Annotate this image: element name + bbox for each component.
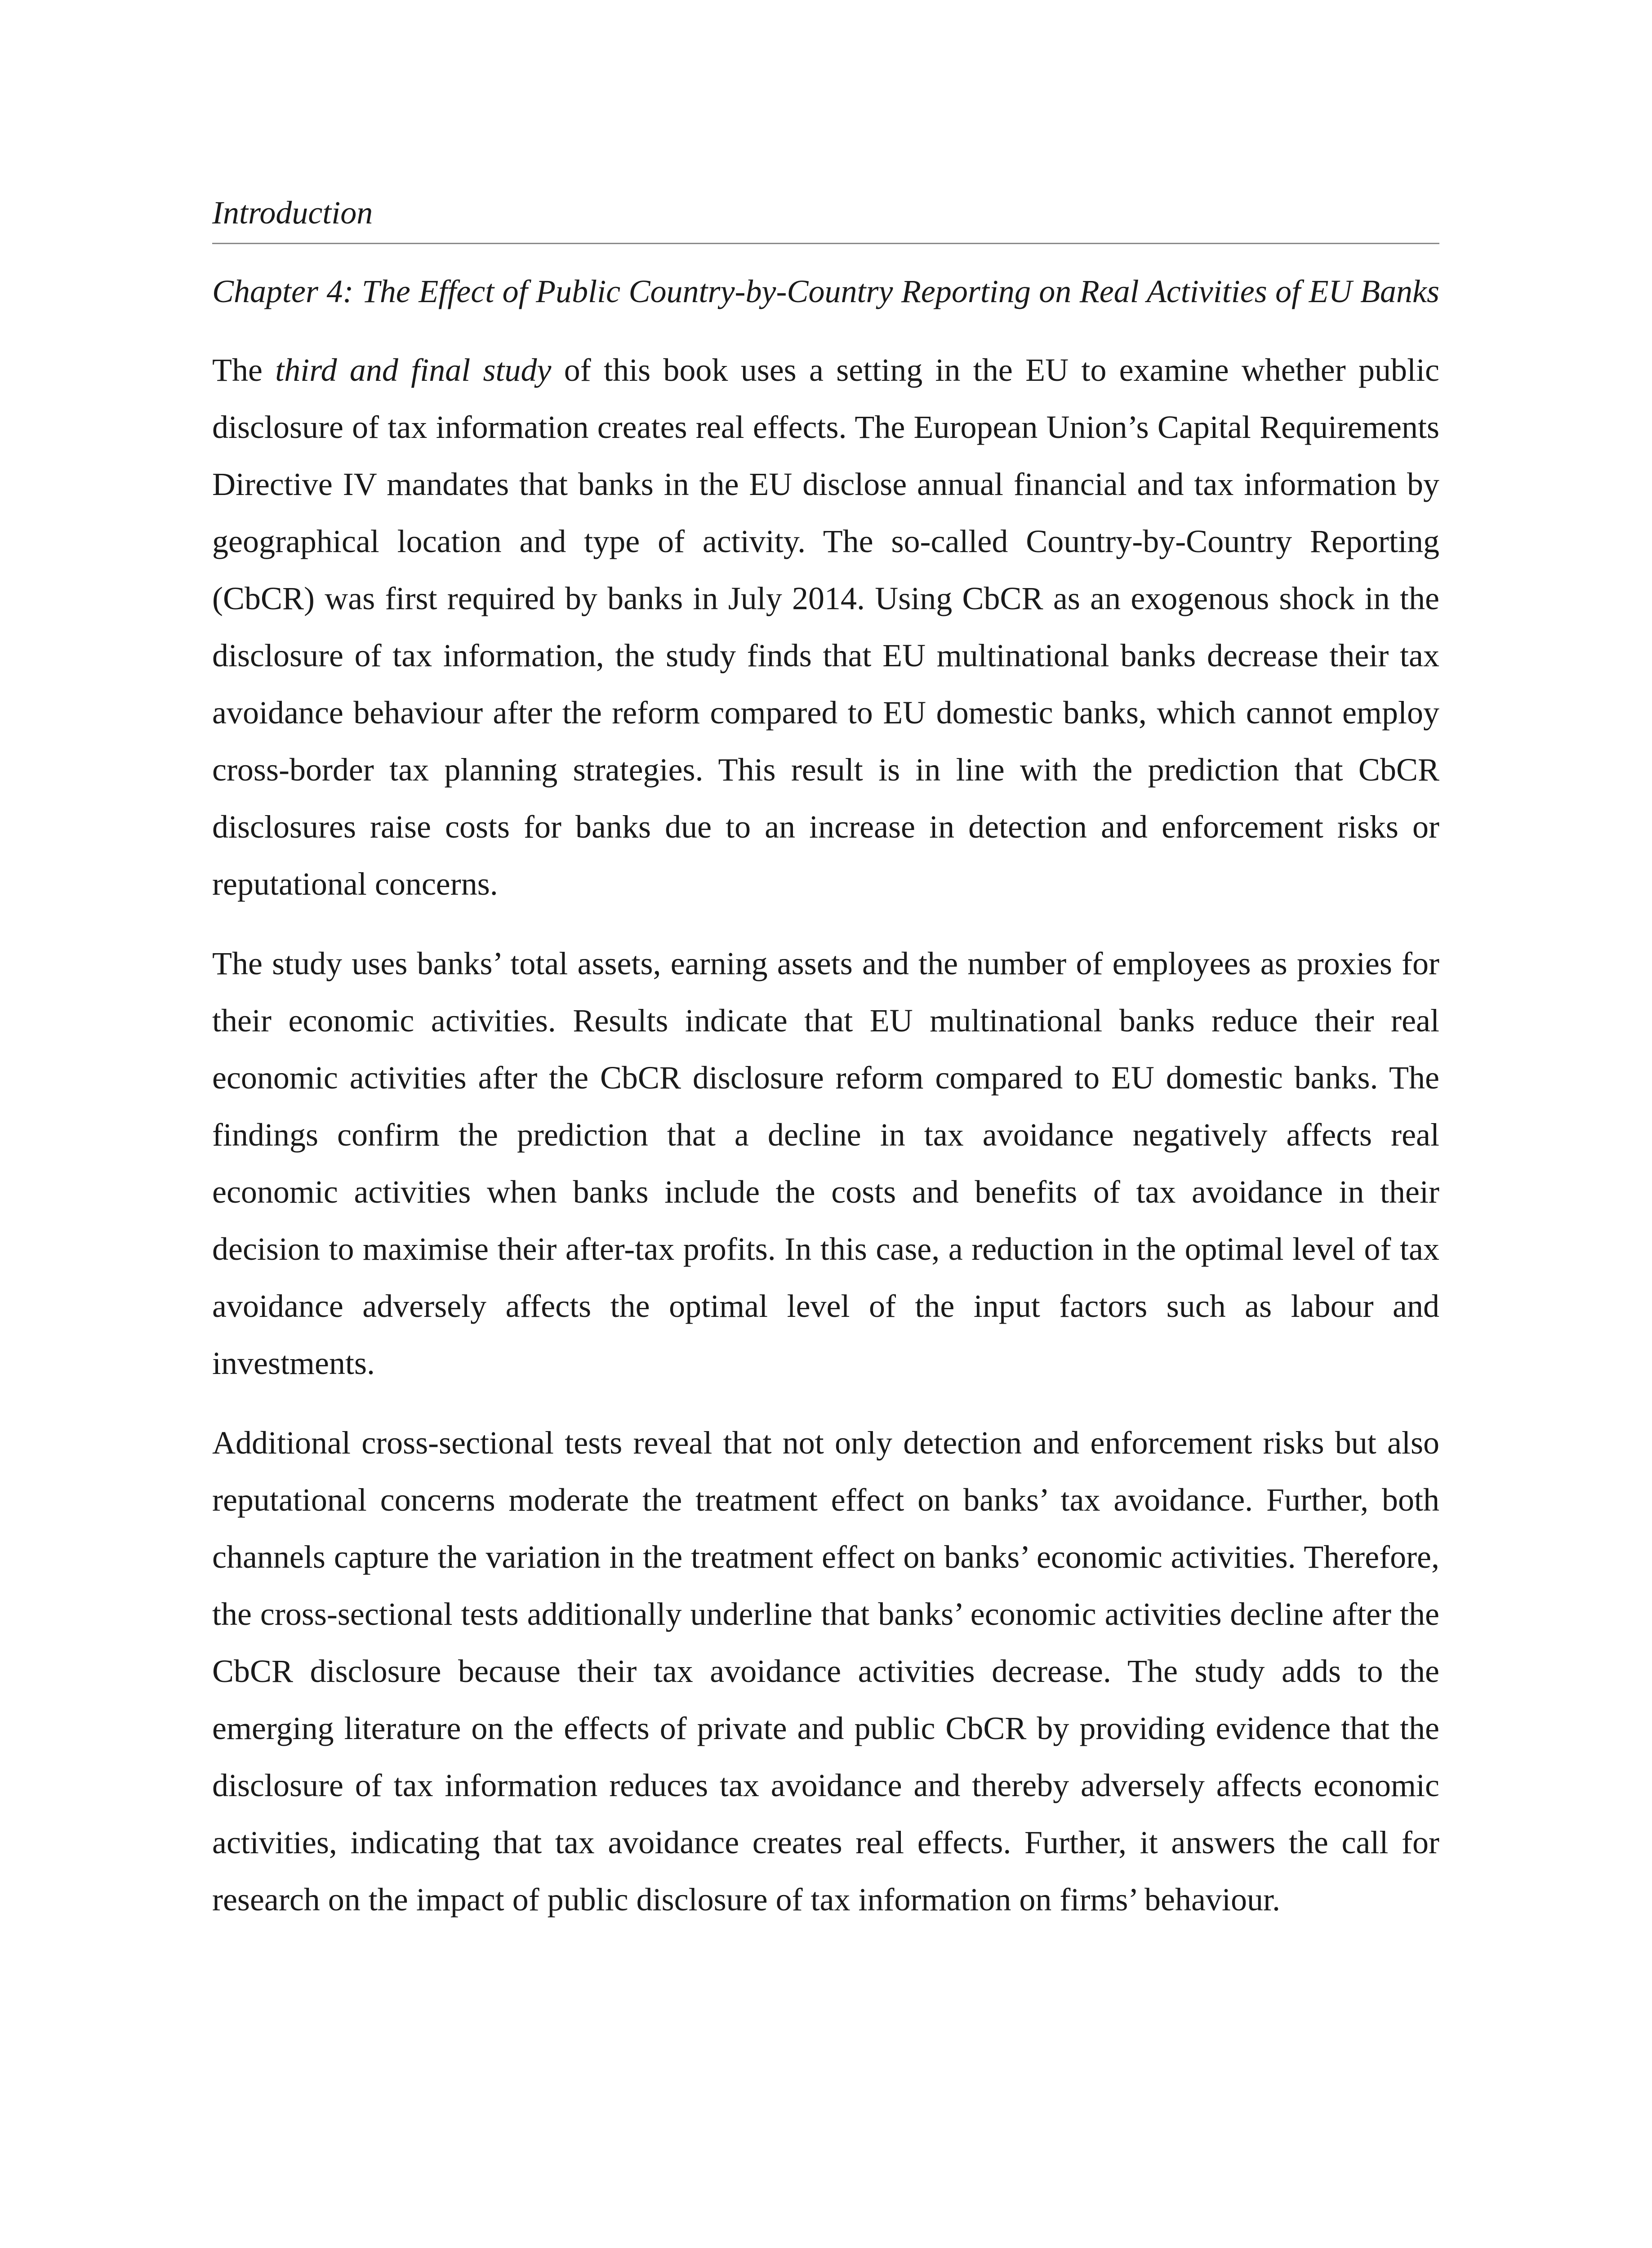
- paragraph-1-emphasis: third and final study: [275, 352, 552, 388]
- running-header: [212, 189, 1439, 244]
- paragraph-2: The study uses banks’ total assets, earning assets and the number of employees as proxies for their economic activities. Results indicate that EU multinational banks reduce their real economic activities after the CbCR disclosure reform compared to EU domestic banks. The findings confirm the prediction that a decline in tax avoidance negatively affects real economic activities when banks include the costs and benefits of tax avoidance in their decision to maximise their after-tax profits. In this case, a reduction in the optimal level of tax avoidance adversely affects the optimal level of the input factors such as labour and investments.: [212, 946, 1439, 1381]
- running-header-title: Introduction: [212, 195, 373, 231]
- chapter-heading: Chapter 4: The Effect of Public Country-by-Country Reporting on Real Activities of EU Banks: [212, 273, 1439, 309]
- body-text: [212, 342, 1439, 1951]
- paragraph-1-rest: of this book uses a setting in the EU to examine whether public disclosure of tax information creates real effects. The European Union’s Capital Requirements Directive IV mandates that banks in the EU disclose annual financial and tax information by geographical location and type of activity. The so-called Country-by-Country Reporting (CbCR) was first required by banks in July 2014. Using CbCR as an exogenous shock in the disclosure of tax information, the study finds that EU multinational banks decrease their tax avoidance behaviour after the reform compared to EU domestic banks, which cannot employ cross-border tax planning strategies. This result is in line with the prediction that CbCR disclosures raise costs for banks due to an increase in detection and enforcement risks or reputational concerns.: [212, 352, 1440, 902]
- paragraph-1: [212, 342, 1439, 913]
- paragraph-1-lead: The: [212, 352, 276, 388]
- paragraph-3: Additional cross-sectional tests reveal that not only detection and enforcement risks but also reputational concerns moderate the treatment effect on banks’ tax avoidance. Further, both channels capture the variation in the treatment effect on banks’ economic activities. Therefore, the cross-sectional tests additionally underline that banks’ economic activities decline after the CbCR disclosure because their tax avoidance activities decrease. The study adds to the emerging literature on the effects of private and public CbCR by providing evidence that the disclosure of tax information reduces tax avoidance and thereby adversely affects economic activities, indicating that tax avoidance creates real effects. Further, it answers the call for research on the impact of public disclosure of tax information on firms’ behaviour.: [212, 1425, 1439, 1918]
